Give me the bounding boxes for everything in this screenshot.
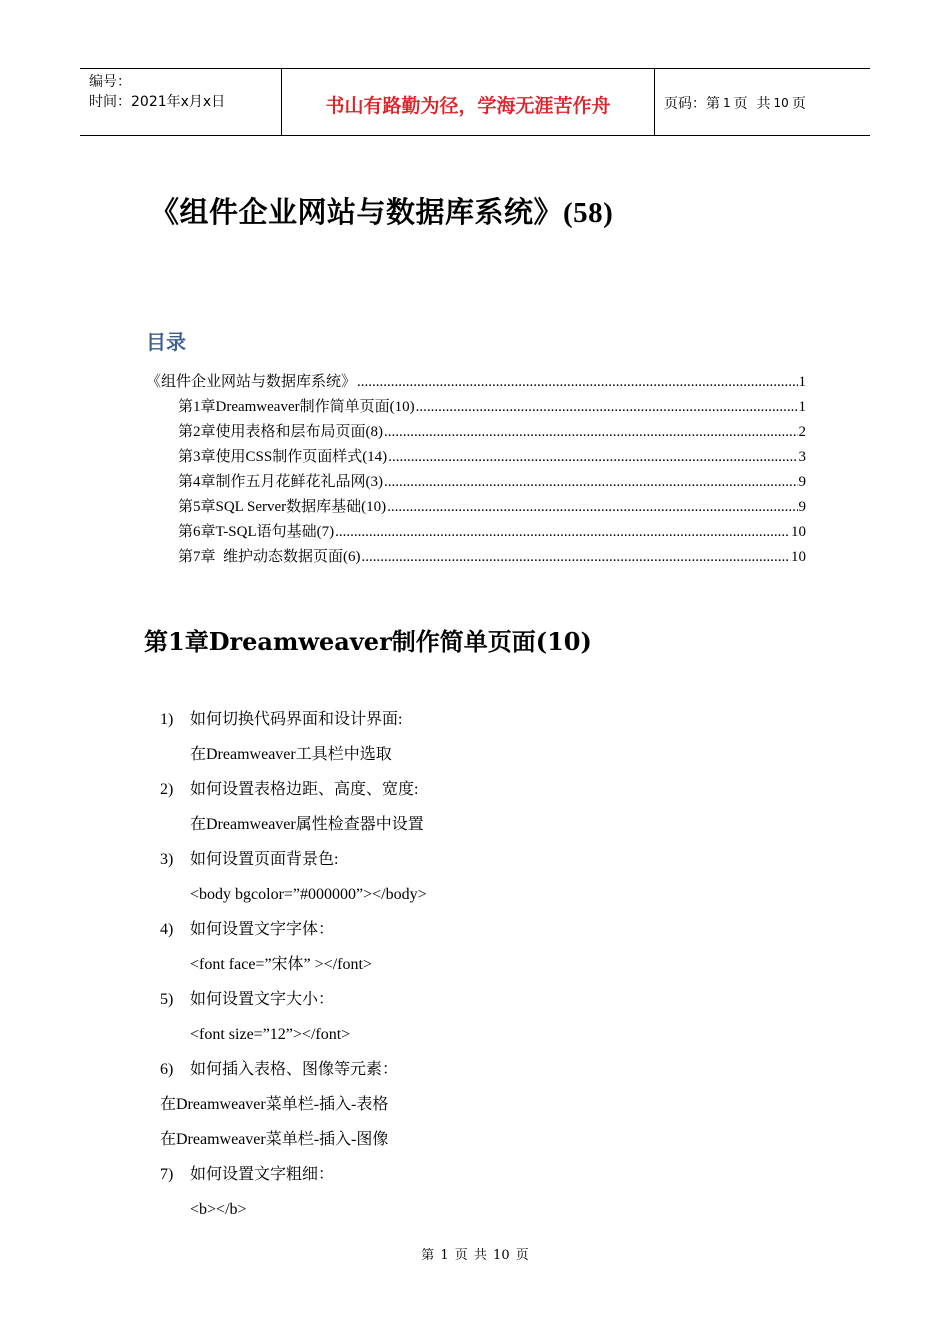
page-footer: 第 1 页 共 10 页 xyxy=(421,1248,529,1263)
answer-line: <font size=”12”></font> xyxy=(190,1026,351,1043)
question-number: 3) xyxy=(160,851,174,868)
page-header xyxy=(80,68,870,136)
toc-entry-page: 3 xyxy=(798,449,806,465)
question-text: 如何设置文字粗细： xyxy=(190,1166,335,1183)
toc-leader xyxy=(384,470,798,495)
toc-entry[interactable] xyxy=(146,545,806,570)
toc-leader xyxy=(384,420,798,445)
answer-line: 在Dreamweaver属性检查器中设置 xyxy=(190,816,424,833)
header-meta-cell xyxy=(80,69,282,135)
question-line xyxy=(160,702,840,737)
toc-entry-label: 第3章使用CSS制作页面样式(14) xyxy=(178,449,388,465)
toc-entry-label: 第2章使用表格和层布局页面(8) xyxy=(178,424,383,440)
page-mid: 页 共 xyxy=(733,96,771,112)
toc-entry-page: 9 xyxy=(798,474,806,490)
answer-line: 在Dreamweaver菜单栏-插入-图像 xyxy=(160,1131,389,1148)
toc-entry[interactable] xyxy=(146,420,806,445)
chapter-content xyxy=(160,702,840,1227)
toc-leader xyxy=(362,545,791,570)
answer-line: 在Dreamweaver菜单栏-插入-表格 xyxy=(160,1096,389,1113)
answer-line: 在Dreamweaver工具栏中选取 xyxy=(190,746,392,763)
page-suffix: 页 xyxy=(791,96,806,112)
toc-entry-page: 1 xyxy=(798,374,806,390)
question-number: 5) xyxy=(160,991,174,1008)
toc-entry[interactable] xyxy=(146,370,806,395)
toc-heading: 目录 xyxy=(146,330,186,354)
toc-entry-page: 2 xyxy=(798,424,806,440)
question-number: 4) xyxy=(160,921,174,938)
question-number: 1) xyxy=(160,711,174,728)
toc-entry[interactable] xyxy=(146,470,806,495)
document-title xyxy=(150,190,613,231)
code-label: 编号： xyxy=(89,74,131,90)
answer-line: <b></b> xyxy=(190,1201,247,1218)
toc-entry-page: 9 xyxy=(798,499,806,515)
toc-entry-label: 第1章Dreamweaver制作简单页面(10) xyxy=(178,399,415,415)
question-text: 如何设置页面背景色: xyxy=(190,851,339,868)
toc-leader xyxy=(335,520,790,545)
question-text: 如何设置文字字体： xyxy=(190,921,335,938)
toc-entry-label: 第7章 维护动态数据页面(6) xyxy=(178,549,361,565)
question-number: 7) xyxy=(160,1166,174,1183)
toc-entry[interactable] xyxy=(146,445,806,470)
toc-entry[interactable] xyxy=(146,395,806,420)
question-text: 如何插入表格、图像等元素： xyxy=(190,1061,399,1078)
question-line xyxy=(160,1157,840,1192)
document-title-suffix: (58) xyxy=(563,197,614,229)
toc-entry-label: 《组件企业网站与数据库系统》 xyxy=(146,374,357,390)
question-number: 2) xyxy=(160,781,174,798)
table-of-contents xyxy=(146,370,806,570)
toc-entry-label: 第5章SQL Server数据库基础(10) xyxy=(178,499,387,515)
toc-entry-label: 第4章制作五月花鲜花礼品网(3) xyxy=(178,474,383,490)
answer-line: <font face=”宋体” ></font> xyxy=(190,956,372,973)
question-line xyxy=(160,842,840,877)
toc-entry[interactable] xyxy=(146,495,806,520)
toc-entry[interactable] xyxy=(146,520,806,545)
document-title-text: 《组件企业网站与数据库系统》 xyxy=(150,195,564,229)
page-prefix: 页码：第 xyxy=(664,96,720,112)
toc-entry-page: 10 xyxy=(791,549,806,565)
toc-entry-page: 1 xyxy=(798,399,806,415)
header-page-info xyxy=(655,69,870,135)
question-line xyxy=(160,1052,840,1087)
toc-leader xyxy=(416,395,798,420)
date-label: 时间：2021年x月x日 xyxy=(89,94,226,110)
question-line xyxy=(160,982,840,1017)
question-text: 如何切换代码界面和设计界面: xyxy=(190,711,403,728)
toc-entry-page: 10 xyxy=(791,524,806,540)
toc-leader xyxy=(357,370,797,395)
toc-leader xyxy=(388,445,797,470)
question-line xyxy=(160,772,840,807)
answer-line: <body bgcolor=”#000000”></body> xyxy=(190,886,427,903)
question-line xyxy=(160,912,840,947)
question-text: 如何设置文字大小： xyxy=(190,991,335,1008)
chapter-heading: 第1章Dreamweaver制作简单页面(10) xyxy=(144,627,592,656)
page-current: 1 xyxy=(723,96,731,110)
question-number: 6) xyxy=(160,1061,174,1078)
page-total: 10 xyxy=(773,96,789,110)
header-motto: 书山有路勤为径，学海无涯苦作舟 xyxy=(282,69,655,135)
question-text: 如何设置表格边距、高度、宽度: xyxy=(190,781,419,798)
toc-entry-label: 第6章T-SQL语句基础(7) xyxy=(178,524,335,540)
toc-leader xyxy=(387,495,797,520)
